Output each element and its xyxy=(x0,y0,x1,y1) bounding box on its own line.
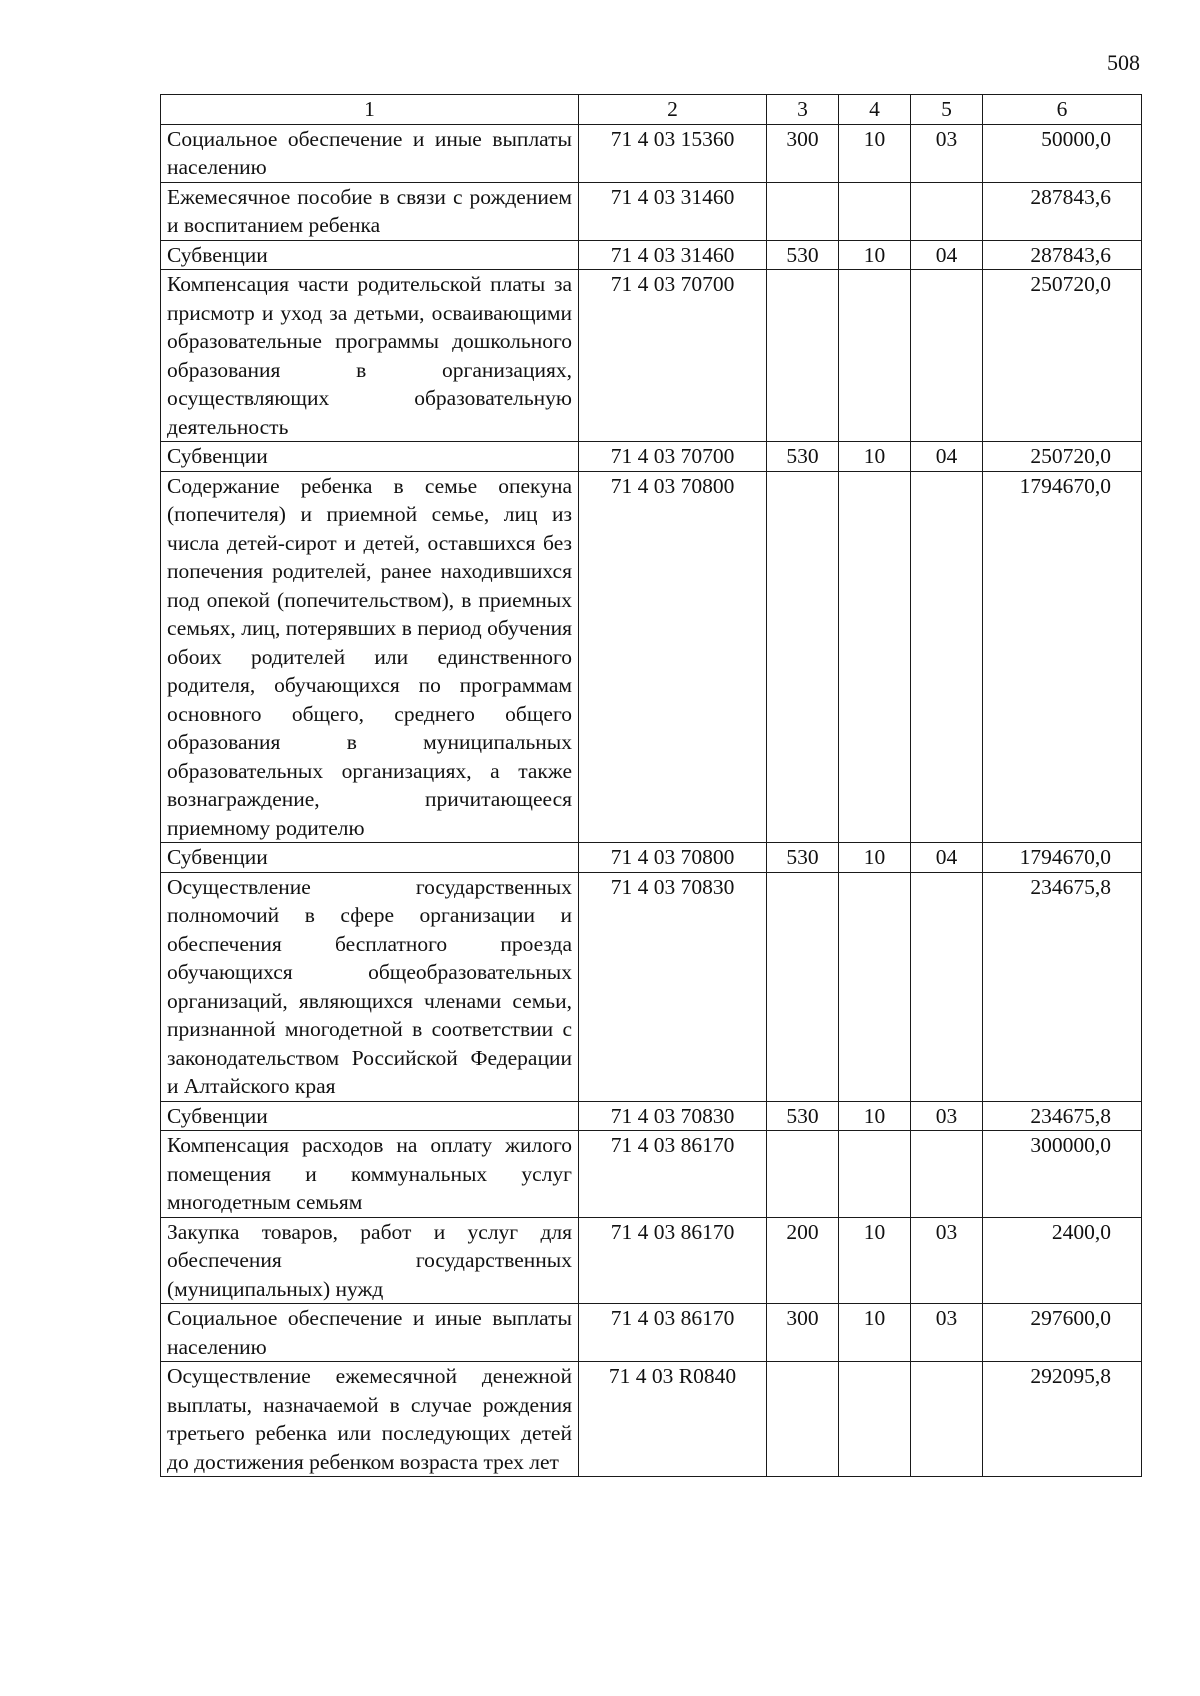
table-header xyxy=(161,95,1142,125)
item-column-4 xyxy=(839,471,911,843)
item-column-4: 10 xyxy=(839,1304,911,1362)
item-code: 71 4 03 15360 xyxy=(579,124,767,182)
column-header-5: 5 xyxy=(911,95,983,125)
item-amount: 297600,0 xyxy=(983,1304,1142,1362)
item-column-4: 10 xyxy=(839,124,911,182)
item-column-3 xyxy=(767,270,839,442)
item-column-4 xyxy=(839,182,911,240)
item-column-4 xyxy=(839,1362,911,1477)
table-row xyxy=(161,124,1142,182)
item-name: Осуществление государственных полномочий в сфере организации и обеспечения бесплатного проезда обучающихся общеобразовательных организаций, являющихся членами семьи, признанной многодетной в соответствии с законодательством Российской Федерации и Алтайского края xyxy=(161,872,579,1101)
item-column-5 xyxy=(911,1362,983,1477)
item-code: 71 4 03 86170 xyxy=(579,1304,767,1362)
item-column-3 xyxy=(767,1131,839,1218)
item-column-3: 530 xyxy=(767,1101,839,1131)
item-code: 71 4 03 70700 xyxy=(579,270,767,442)
table-row xyxy=(161,240,1142,270)
column-header-4: 4 xyxy=(839,95,911,125)
item-column-3 xyxy=(767,872,839,1101)
column-header-2: 2 xyxy=(579,95,767,125)
item-amount: 2400,0 xyxy=(983,1217,1142,1304)
item-code: 71 4 03 70830 xyxy=(579,1101,767,1131)
item-column-5: 03 xyxy=(911,1217,983,1304)
item-column-3: 300 xyxy=(767,1304,839,1362)
item-column-4 xyxy=(839,872,911,1101)
table-row xyxy=(161,1217,1142,1304)
item-name: Субвенции xyxy=(161,1101,579,1131)
item-column-5 xyxy=(911,872,983,1101)
table-body xyxy=(161,124,1142,1477)
item-name: Субвенции xyxy=(161,240,579,270)
item-code: 71 4 03 70800 xyxy=(579,843,767,873)
item-name: Социальное обеспечение и иные выплаты населению xyxy=(161,124,579,182)
column-header-3: 3 xyxy=(767,95,839,125)
item-amount: 287843,6 xyxy=(983,240,1142,270)
item-name: Компенсация расходов на оплату жилого помещения и коммунальных услуг многодетным семьям xyxy=(161,1131,579,1218)
item-column-4: 10 xyxy=(839,240,911,270)
item-column-5 xyxy=(911,270,983,442)
item-name: Компенсация части родительской платы за присмотр и уход за детьми, осваивающими образовательные программы дошкольного образования в организациях, осуществляющих образовательную деятельность xyxy=(161,270,579,442)
budget-table xyxy=(160,94,1142,1477)
item-amount: 300000,0 xyxy=(983,1131,1142,1218)
item-name: Осуществление ежемесячной денежной выплаты, назначаемой в случае рождения третьего ребенка или последующих детей до достижения ребенком возраста трех лет xyxy=(161,1362,579,1477)
table-row xyxy=(161,442,1142,472)
item-amount: 292095,8 xyxy=(983,1362,1142,1477)
item-name: Субвенции xyxy=(161,442,579,472)
item-column-3 xyxy=(767,182,839,240)
table-row xyxy=(161,270,1142,442)
item-amount: 287843,6 xyxy=(983,182,1142,240)
item-amount: 1794670,0 xyxy=(983,843,1142,873)
page-number: 508 xyxy=(1107,50,1140,75)
header-row xyxy=(161,95,1142,125)
item-name: Субвенции xyxy=(161,843,579,873)
item-code: 71 4 03 R0840 xyxy=(579,1362,767,1477)
item-column-5: 04 xyxy=(911,442,983,472)
item-column-5: 04 xyxy=(911,240,983,270)
column-header-1: 1 xyxy=(161,95,579,125)
item-amount: 234675,8 xyxy=(983,1101,1142,1131)
item-amount: 250720,0 xyxy=(983,442,1142,472)
item-code: 71 4 03 70800 xyxy=(579,471,767,843)
column-header-6: 6 xyxy=(983,95,1142,125)
item-column-4 xyxy=(839,1131,911,1218)
table-row xyxy=(161,843,1142,873)
item-name: Закупка товаров, работ и услуг для обеспечения государственных (муниципальных) нужд xyxy=(161,1217,579,1304)
item-column-5: 03 xyxy=(911,1304,983,1362)
item-column-3: 530 xyxy=(767,240,839,270)
table-row xyxy=(161,1101,1142,1131)
item-column-5: 03 xyxy=(911,124,983,182)
item-column-5 xyxy=(911,471,983,843)
item-name: Ежемесячное пособие в связи с рождением и воспитанием ребенка xyxy=(161,182,579,240)
table-row xyxy=(161,1362,1142,1477)
item-amount: 234675,8 xyxy=(983,872,1142,1101)
item-name: Социальное обеспечение и иные выплаты населению xyxy=(161,1304,579,1362)
table-row xyxy=(161,1304,1142,1362)
item-code: 71 4 03 86170 xyxy=(579,1217,767,1304)
item-column-3 xyxy=(767,471,839,843)
item-column-5 xyxy=(911,182,983,240)
item-column-3: 300 xyxy=(767,124,839,182)
item-column-5: 04 xyxy=(911,843,983,873)
item-amount: 1794670,0 xyxy=(983,471,1142,843)
table-row xyxy=(161,1131,1142,1218)
table-row xyxy=(161,182,1142,240)
item-column-4: 10 xyxy=(839,1101,911,1131)
item-amount: 250720,0 xyxy=(983,270,1142,442)
item-code: 71 4 03 70700 xyxy=(579,442,767,472)
item-column-5: 03 xyxy=(911,1101,983,1131)
item-column-3 xyxy=(767,1362,839,1477)
item-code: 71 4 03 31460 xyxy=(579,240,767,270)
table-row xyxy=(161,471,1142,843)
item-column-3: 530 xyxy=(767,843,839,873)
item-code: 71 4 03 70830 xyxy=(579,872,767,1101)
item-column-3: 530 xyxy=(767,442,839,472)
item-code: 71 4 03 86170 xyxy=(579,1131,767,1218)
item-code: 71 4 03 31460 xyxy=(579,182,767,240)
item-column-5 xyxy=(911,1131,983,1218)
item-column-4: 10 xyxy=(839,442,911,472)
item-column-4: 10 xyxy=(839,1217,911,1304)
item-column-4: 10 xyxy=(839,843,911,873)
table-row xyxy=(161,872,1142,1101)
item-column-3: 200 xyxy=(767,1217,839,1304)
item-column-4 xyxy=(839,270,911,442)
item-name: Содержание ребенка в семье опекуна (попечителя) и приемной семье, лиц из числа детей-сирот и детей, оставшихся без попечения родителей, ранее находившихся под опекой (попечительством), в приемных семьях, лиц, потерявших в период обучения обоих родителей или единственного родителя, обучающихся по программам основного общего, среднего общего образования в муниципальных образовательных организациях, а также вознаграждение, причитающееся приемному родителю xyxy=(161,471,579,843)
item-amount: 50000,0 xyxy=(983,124,1142,182)
